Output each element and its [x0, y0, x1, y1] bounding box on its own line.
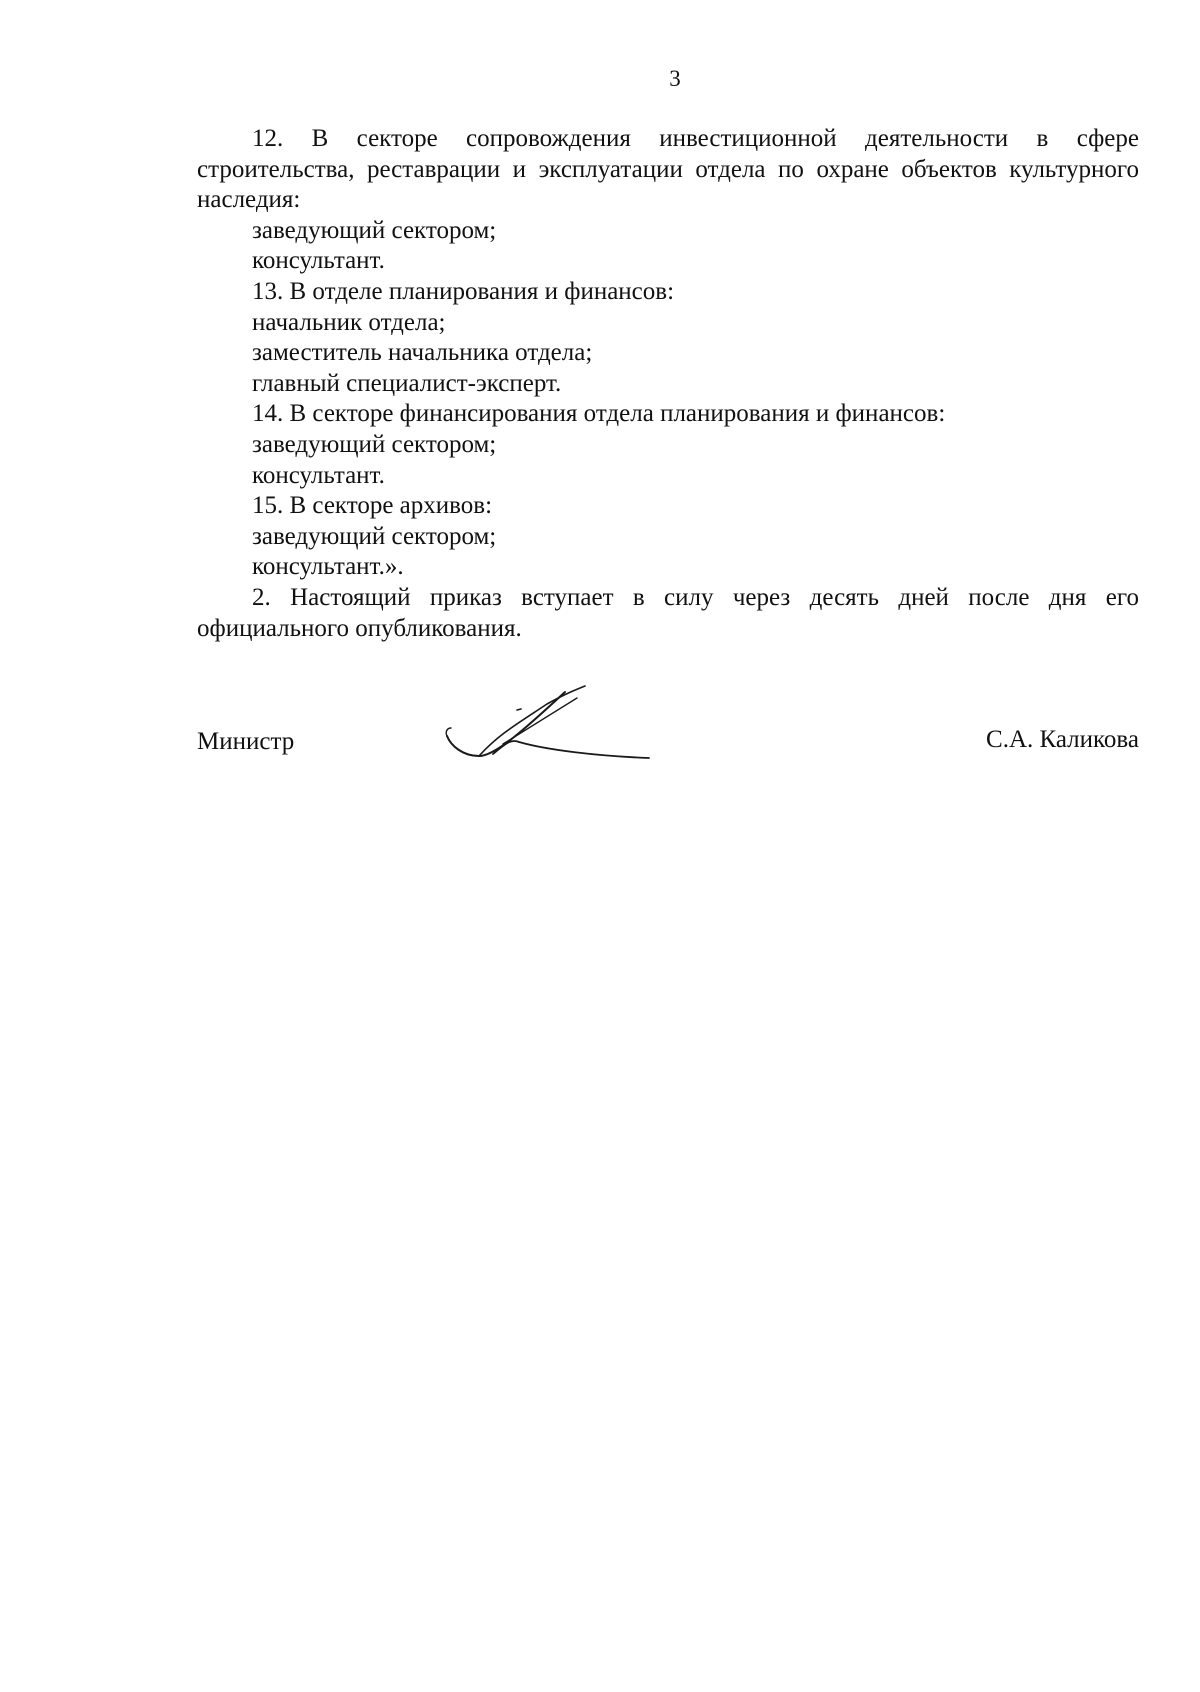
handwritten-signature	[437, 684, 667, 774]
page-number: 3	[669, 66, 681, 91]
item-13-position-1: начальник отдела;	[252, 308, 446, 336]
item-12-text: 12. В секторе сопровождения инвестиционной деятельности в сфере строительства, реставрации и эксплуатации отдела по охране объектов культурного наследия:	[197, 125, 1139, 214]
item-13-text: 13. В отделе планирования и финансов:	[252, 277, 675, 305]
signatory-name: С.А. Каликова	[986, 726, 1139, 753]
item-13-position-3: главный специалист-эксперт.	[252, 369, 562, 397]
item-14-position-1: заведующий сектором;	[252, 430, 497, 458]
item-14-text: 14. В секторе финансирования отдела планирования и финансов:	[252, 400, 946, 428]
item-15-text: 15. В секторе архивов:	[252, 492, 493, 520]
item-14-position-2: консультант.	[252, 461, 385, 489]
item-12-position-2: консультант.	[252, 247, 385, 275]
item-15-position-2: консультант.».	[252, 553, 404, 581]
clause-2-text: 2. Настоящий приказ вступает в силу через десять дней после дня его официального опубликования.	[197, 583, 1139, 642]
document-body	[197, 124, 1139, 644]
item-15-position-1: заведующий сектором;	[252, 522, 497, 550]
signatory-title: Министр	[197, 728, 295, 755]
item-12-position-1: заведующий сектором;	[252, 216, 497, 244]
item-13-position-2: заместитель начальника отдела;	[252, 339, 593, 367]
signature-block	[197, 684, 1139, 784]
